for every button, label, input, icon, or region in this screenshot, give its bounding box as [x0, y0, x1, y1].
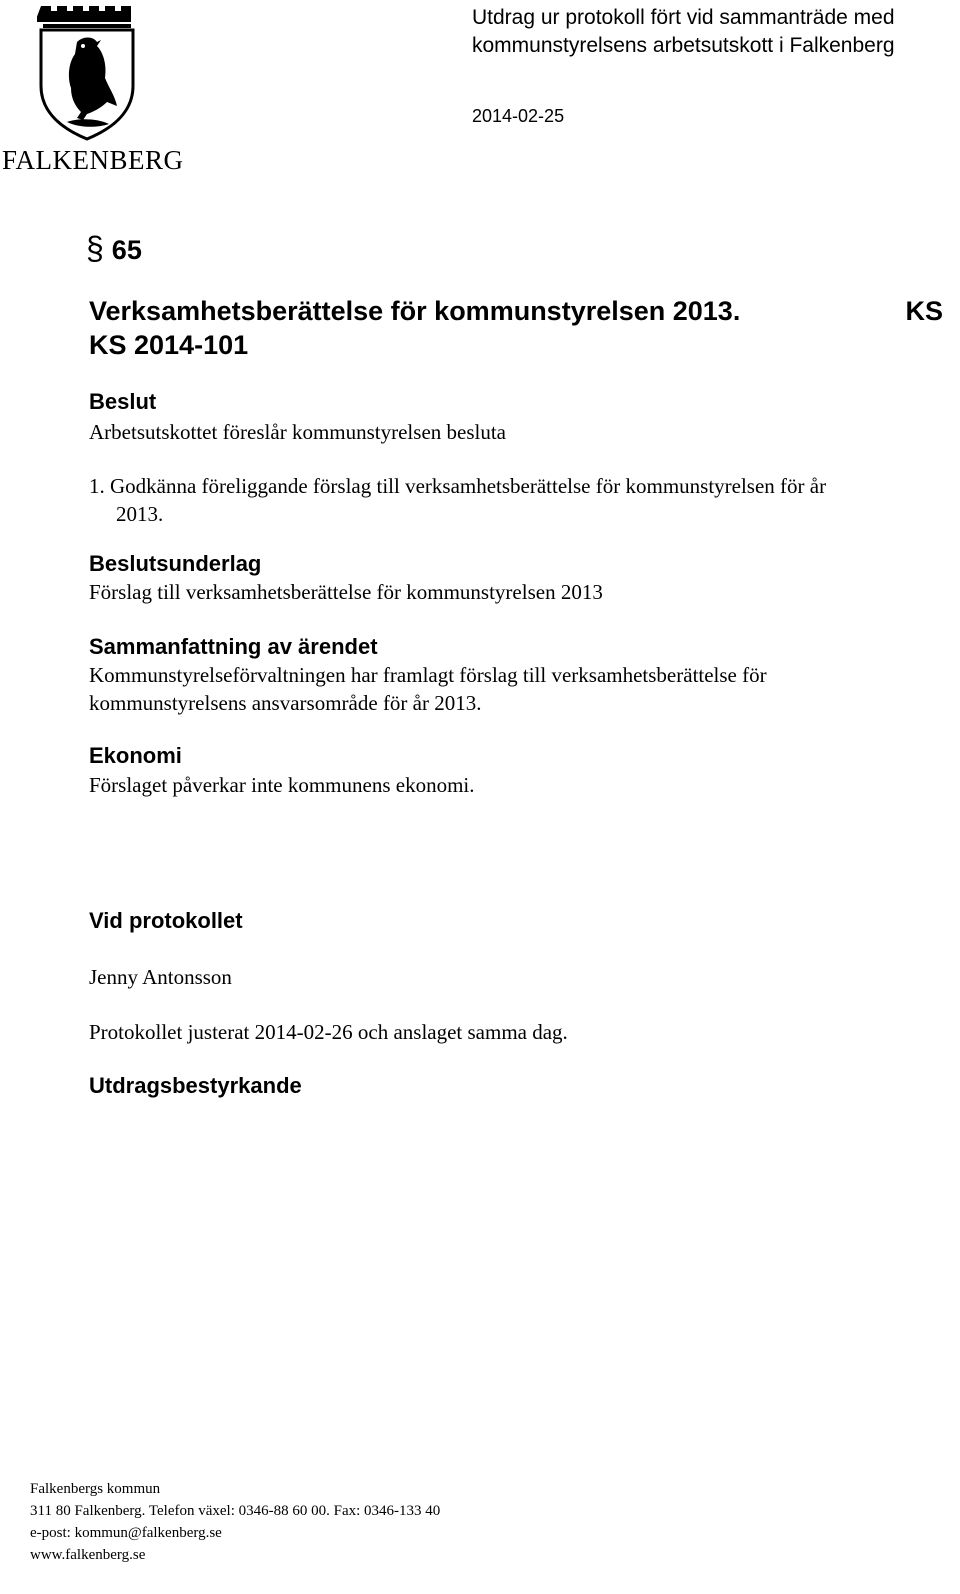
section-number: [86, 230, 142, 267]
falcon-coat-of-arms-icon: [37, 2, 137, 142]
logo-wordmark: FALKENBERG: [2, 145, 184, 175]
document-reference: KS 2014-101: [89, 330, 249, 360]
sammanfattning-heading: Sammanfattning av ärendet: [89, 634, 378, 659]
municipality-logo: [0, 0, 184, 180]
beslut-item-1: [89, 472, 826, 528]
justering-text: Protokollet justerat 2014-02-26 och anslaget samma dag.: [89, 1020, 568, 1044]
sammanfattning-line1: Kommunstyrelseförvaltningen har framlagt förslag till verksamhetsberättelse för: [89, 663, 767, 687]
footer-email[interactable]: e-post: kommun@falkenberg.se: [30, 1525, 222, 1541]
beslutsunderlag-text: Förslag till verksamhetsberättelse för kommunstyrelsen 2013: [89, 580, 603, 604]
footer-org: Falkenbergs kommun: [30, 1481, 161, 1497]
utdragsbestyrkande-heading: Utdragsbestyrkande: [89, 1073, 302, 1098]
footer-web[interactable]: www.falkenberg.se: [30, 1547, 146, 1563]
paragraph-symbol: §: [86, 230, 104, 266]
secretary-name: Jenny Antonsson: [89, 965, 232, 989]
footer-address: 311 80 Falkenberg. Telefon växel: 0346-88 60 00. Fax: 0346-133 40: [30, 1503, 441, 1519]
ekonomi-heading: Ekonomi: [89, 743, 182, 768]
document-tag: KS: [905, 296, 943, 326]
beslutsunderlag-heading: Beslutsunderlag: [89, 551, 262, 576]
protocol-header: [472, 4, 895, 60]
ekonomi-text: Förslaget påverkar inte kommunens ekonomi.: [89, 773, 475, 797]
beslut-intro: Arbetsutskottet föreslår kommunstyrelsen besluta: [89, 420, 506, 444]
protokoll-heading: Vid protokollet: [89, 908, 243, 933]
beslut-heading: Beslut: [89, 389, 157, 414]
meeting-date: 2014-02-25: [472, 106, 565, 126]
section-number-value: 65: [111, 235, 142, 265]
document-title: Verksamhetsberättelse för kommunstyrelsen 2013.: [89, 296, 741, 326]
beslut-item-1-line1: 1. Godkänna föreliggande förslag till verksamhetsberättelse för kommunstyrelsen för år: [89, 474, 827, 498]
beslut-item-1-line2: 2013.: [116, 502, 164, 526]
sammanfattning-text: [89, 661, 767, 717]
sammanfattning-line2: kommunstyrelsens ansvarsområde för år 2013.: [89, 691, 482, 715]
footer: [30, 1478, 440, 1566]
protocol-header-line2: kommunstyrelsens arbetsutskott i Falkenberg: [472, 34, 895, 57]
protocol-header-line1: Utdrag ur protokoll fört vid sammanträde med: [472, 6, 895, 29]
